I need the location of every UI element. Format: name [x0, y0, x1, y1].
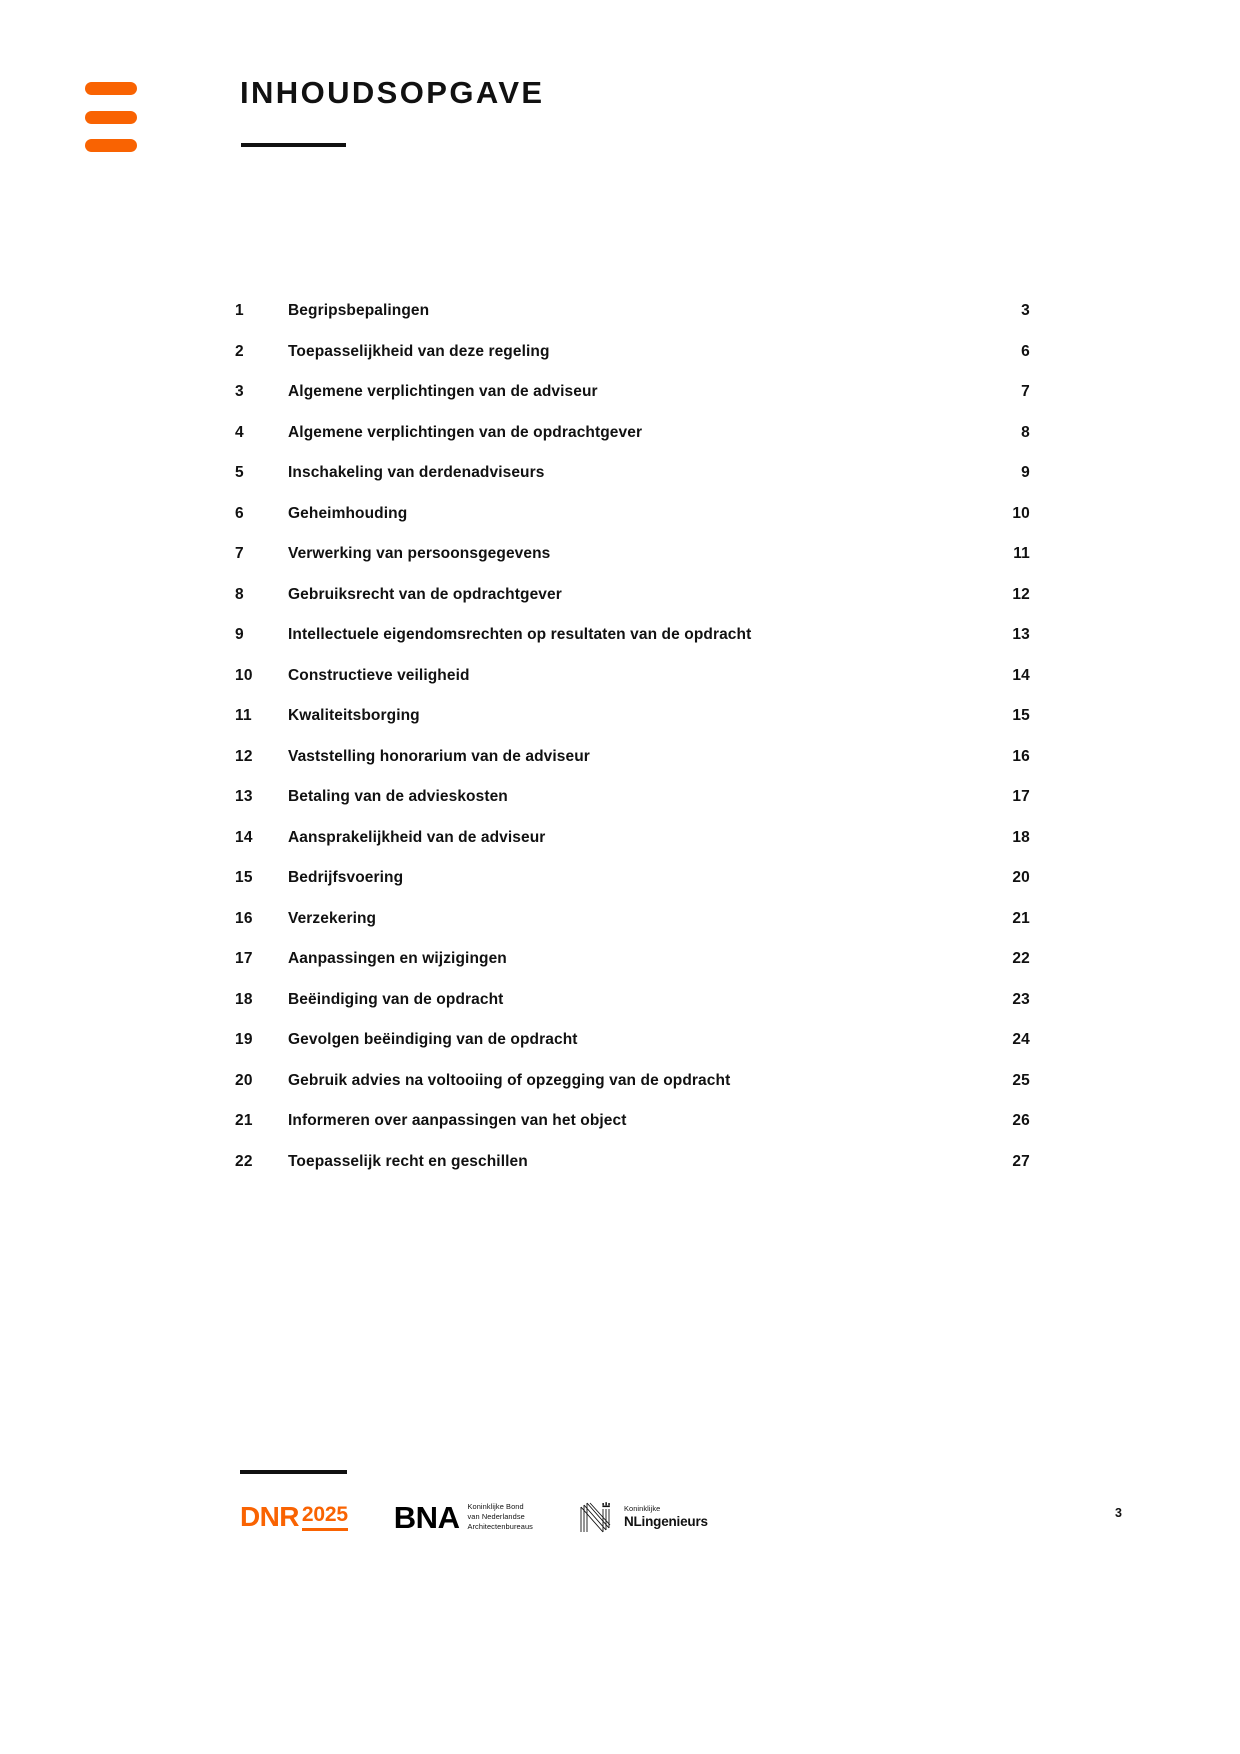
toc-entry[interactable]: [235, 1153, 1030, 1194]
toc-entry-number: 6: [235, 504, 244, 522]
toc-entry-label: Aanpassingen en wijzigingen: [288, 950, 507, 967]
toc-entry-page-number: 17: [1012, 788, 1030, 805]
dnr-logo: [240, 1503, 348, 1531]
table-of-contents: [235, 302, 1030, 1193]
dnr-logo-word: DNR: [240, 1501, 299, 1532]
page-title: INHOUDSOPGAVE: [240, 75, 545, 110]
title-underline-rule: [241, 143, 346, 147]
toc-entry-page-number: 21: [1012, 909, 1030, 927]
hamburger-icon: [85, 82, 137, 152]
toc-entry[interactable]: [235, 586, 1030, 627]
toc-entry[interactable]: [235, 869, 1030, 910]
toc-entry-label: Verzekering: [288, 909, 377, 927]
toc-entry-label: Beëindiging van de opdracht: [288, 990, 504, 1008]
toc-entry-label: Kwaliteitsborging: [288, 707, 420, 724]
toc-entry[interactable]: [235, 707, 1030, 748]
toc-entry-number: 7: [235, 545, 244, 562]
bna-subtitle-line-2: van Nederlandse: [467, 1511, 525, 1521]
toc-entry[interactable]: [235, 545, 1030, 586]
toc-entry-page-number: 20: [1012, 869, 1030, 886]
toc-entry[interactable]: [235, 505, 1030, 546]
nlingenieurs-logo-word: NLingenieurs: [623, 1513, 708, 1529]
bna-logo-subtitle: [467, 1502, 532, 1533]
toc-entry-number: 18: [235, 990, 253, 1008]
hamburger-bar-middle: [85, 111, 137, 124]
toc-entry-label: Algemene verplichtingen van de opdrachtgever: [288, 423, 643, 441]
toc-entry-page-number: 18: [1012, 828, 1030, 846]
toc-entry-number: 3: [235, 383, 244, 400]
toc-entry-label: Intellectuele eigendomsrechten op resultaten van de opdracht: [288, 626, 752, 643]
nlingenieurs-logo-text: [624, 1505, 708, 1529]
toc-entry-label: Toepasselijkheid van deze regeling: [288, 342, 550, 360]
footer-divider-rule: [240, 1470, 347, 1474]
toc-entry[interactable]: [235, 424, 1030, 465]
toc-entry-number: 20: [235, 1071, 253, 1089]
toc-entry-page-number: 10: [1012, 504, 1030, 522]
toc-entry[interactable]: [235, 343, 1030, 384]
toc-entry-page-number: 12: [1012, 585, 1030, 603]
toc-entry-label: Toepasselijk recht en geschillen: [288, 1152, 528, 1170]
toc-entry-label: Bedrijfsvoering: [288, 869, 404, 886]
toc-entry[interactable]: [235, 748, 1030, 789]
toc-entry-label: Constructieve veiligheid: [288, 666, 470, 684]
toc-entry[interactable]: [235, 950, 1030, 991]
toc-entry-label: Geheimhouding: [288, 504, 408, 522]
nlingenieurs-logo-subtitle: Koninklijke: [623, 1503, 661, 1513]
nlingenieurs-logo: [577, 1499, 708, 1535]
toc-entry[interactable]: [235, 302, 1030, 343]
bna-logo-word: BNA: [393, 1499, 460, 1535]
bna-subtitle-line-3: Architectenbureaus: [467, 1522, 533, 1532]
toc-entry-number: 22: [235, 1152, 253, 1170]
toc-entry-label: Verwerking van persoonsgegevens: [288, 545, 551, 562]
toc-entry-number: 15: [235, 869, 253, 886]
hamburger-bar-top: [85, 82, 137, 95]
bna-subtitle-line-1: Koninklijke Bond: [467, 1501, 524, 1511]
toc-entry[interactable]: [235, 383, 1030, 424]
toc-entry-page-number: 16: [1012, 747, 1030, 765]
toc-entry-number: 11: [235, 707, 252, 724]
toc-entry-number: 9: [235, 626, 244, 643]
toc-entry-page-number: 25: [1012, 1071, 1030, 1089]
hamburger-bar-bottom: [85, 139, 137, 152]
toc-entry-page-number: 22: [1012, 950, 1030, 967]
toc-entry[interactable]: [235, 1112, 1030, 1153]
toc-entry-page-number: 6: [1021, 342, 1030, 360]
toc-entry-page-number: 13: [1012, 626, 1030, 643]
bna-logo: [393, 1499, 533, 1535]
page-footer: [0, 1450, 1240, 1754]
toc-entry-page-number: 7: [1021, 383, 1030, 400]
toc-entry-page-number: 26: [1012, 1112, 1030, 1129]
toc-entry-number: 16: [235, 909, 253, 927]
toc-entry-label: Informeren over aanpassingen van het object: [288, 1112, 627, 1129]
toc-entry-page-number: 9: [1021, 464, 1030, 481]
toc-entry-number: 12: [235, 747, 253, 765]
footer-logo-group: [240, 1497, 708, 1537]
toc-entry-label: Aansprakelijkheid van de adviseur: [288, 828, 546, 846]
toc-entry-number: 19: [235, 1031, 253, 1048]
toc-entry[interactable]: [235, 626, 1030, 667]
page-header: [0, 0, 1240, 200]
toc-entry-number: 1: [235, 302, 244, 319]
toc-entry-number: 21: [235, 1112, 253, 1129]
toc-entry-label: Gebruik advies na voltooiing of opzegging van de opdracht: [288, 1071, 731, 1089]
toc-entry-label: Algemene verplichtingen van de adviseur: [288, 383, 598, 400]
toc-entry-page-number: 3: [1021, 302, 1030, 319]
toc-entry-number: 2: [235, 342, 244, 360]
toc-entry[interactable]: [235, 1072, 1030, 1113]
toc-entry-number: 13: [235, 788, 253, 805]
toc-entry[interactable]: [235, 829, 1030, 870]
toc-entry-label: Vaststelling honorarium van de adviseur: [288, 747, 590, 765]
toc-entry[interactable]: [235, 1031, 1030, 1072]
toc-entry-label: Begripsbepalingen: [288, 302, 430, 319]
toc-entry[interactable]: [235, 464, 1030, 505]
toc-entry-number: 5: [235, 464, 244, 481]
toc-entry-number: 10: [235, 666, 253, 684]
toc-entry[interactable]: [235, 788, 1030, 829]
footer-page-number: 3: [1115, 1506, 1122, 1520]
toc-entry-page-number: 8: [1021, 423, 1030, 441]
toc-entry-page-number: 27: [1012, 1152, 1030, 1170]
toc-entry-number: 8: [235, 585, 244, 603]
dnr-logo-year: 2025: [302, 1504, 348, 1531]
toc-entry-page-number: 14: [1012, 666, 1030, 684]
toc-entry[interactable]: [235, 910, 1030, 951]
toc-entry-number: 17: [235, 950, 253, 967]
toc-entry-label: Betaling van de advieskosten: [288, 788, 508, 805]
toc-entry[interactable]: [235, 991, 1030, 1032]
toc-entry-number: 4: [235, 423, 244, 441]
toc-entry-page-number: 24: [1012, 1031, 1030, 1048]
toc-entry-page-number: 15: [1012, 707, 1030, 724]
nlingenieurs-n-crown-icon: [577, 1499, 617, 1535]
toc-entry-label: Gebruiksrecht van de opdrachtgever: [288, 585, 562, 603]
toc-entry-label: Inschakeling van derdenadviseurs: [288, 464, 545, 481]
toc-entry[interactable]: [235, 667, 1030, 708]
toc-entry-label: Gevolgen beëindiging van de opdracht: [288, 1031, 578, 1048]
toc-entry-page-number: 11: [1013, 545, 1030, 562]
toc-entry-page-number: 23: [1012, 990, 1030, 1008]
toc-entry-number: 14: [235, 828, 253, 846]
